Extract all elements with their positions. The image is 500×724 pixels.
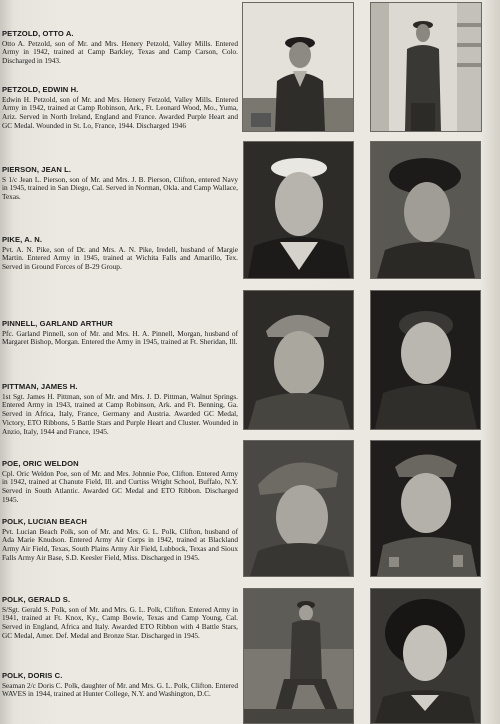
- entry-poe-oric: [2, 460, 238, 505]
- entry-polk-gerald: [2, 596, 238, 641]
- entry-pinnell-garland: [2, 320, 238, 347]
- entry-name: POLK, LUCIAN BEACH: [2, 517, 87, 526]
- entry-name: POE, ORIC WELDON: [2, 459, 79, 468]
- entry-bio: Cpl. Oric Weldon Poe, son of Mr. and Mrs. Johnnie Poe, Clifton. Entered Army in 1942, trained at Chanute Field, Ill. and Curtiss Wright School, Buffalo, N.Y. Served in South Atlantic. Awarded GC Medal and ETO Ribbon. Discharged 1945.: [2, 468, 238, 504]
- entry-pierson-jean: [2, 166, 238, 202]
- photo-oric-poe: [243, 440, 354, 577]
- entry-pittman-james: [2, 383, 238, 436]
- entry-bio: S/Sgt. Gerald S. Polk, son of Mr. and Mrs. G. L. Polk, Clifton. Entered Army in 1941, trained at Ft. Knox, Ky., Camp Bowie, Texas and Camp Young, Cal. Served in England, Africa and Italy. Awarded ETO Ribbon with 4 Battle Stars, GC Medal, Amer. Def. Medal and Bronze Star. Discharged in 1945.: [2, 604, 238, 640]
- entry-name: PIERSON, JEAN L.: [2, 165, 72, 174]
- photo-jean-pierson: [243, 141, 354, 279]
- entry-bio: Seaman 2/c Doris C. Polk, daughter of Mr. and Mrs. G. L. Polk, Clifton. Entered WAVES in 1944, trained at Hunter College, N.Y. and Washington, D.C.: [2, 680, 238, 699]
- entry-bio: Edwin H. Petzold, son of Mr. and Mrs. Henery Fetzold, Valley Mills. Entered Army in 1942, trained at Camp Robinson, Ark., Ft. Leonard Wood, Mo., Yuma, Ariz. Served in North Ireland, England and France. Awarded Purple Heart and GC Medal. Wounded in St. Lo, France, 1944. Discharged 1946: [2, 94, 238, 130]
- entry-petzold-otto: [2, 30, 238, 66]
- entry-bio: Pfc. Garland Pinnell, son of Mr. and Mrs. H. A. Pinnell, Morgan, husband of Margaret Bishop, Morgan. Entered the Army in 1945, trained at Ft. Sheridan, Ill.: [2, 328, 238, 347]
- photo-gerald-polk: [243, 588, 354, 724]
- photo-garland-pinnell: [243, 290, 354, 430]
- photo-an-pike: [370, 141, 481, 279]
- entry-name: PETZOLD, OTTO A.: [2, 29, 74, 38]
- entry-name: POLK, GERALD S.: [2, 595, 71, 604]
- entry-name: PINNELL, GARLAND ARTHUR: [2, 319, 113, 328]
- photo-lucian-polk: [370, 440, 481, 577]
- entry-pike-an: [2, 236, 238, 272]
- entry-name: PITTMAN, JAMES H.: [2, 382, 78, 391]
- photo-otto-petzold: [242, 2, 354, 132]
- photo-doris-polk: [370, 588, 481, 724]
- photo-james-pittman: [370, 290, 481, 430]
- entry-name: POLK, DORIS C.: [2, 671, 63, 680]
- entry-bio: 1st Sgt. James H. Pittman, son of Mr. and Mrs. J. D. Pittman, Walnut Springs. Entered Army in 1943, trained at Camp Robinson, Ark. and Ft. Benning, Ga. Served in Africa, Italy, France, Germany and Austria. Awarded GC Medal, Victory, ETO Ribbons, 5 Battle Stars and Purple Heart and Cluster. Wounded in Anzio, Italy, 1944 and France, 1945.: [2, 391, 238, 436]
- entry-name: PIKE, A. N.: [2, 235, 43, 244]
- entry-bio: Otto A. Petzold, son of Mr. and Mrs. Henery Petzold, Valley Mills. Entered Army in 1942, trained at Camp Barkley, Texas and Camp Carson, Colo. Discharged in 1943.: [2, 38, 238, 66]
- entry-bio: Pvt. Lucian Beach Polk, son of Mr. and Mrs. G. L. Polk, Clifton, husband of Ada Marie Knudson. Entered Army Air Corps in 1942, trained at Blackland Army Air Field, Texas, South Plains Army Air Field, Lubbock, Texas and Sioux Falls Army Air Base, S.D. Keesler Field, Miss. Discharged in 1945.: [2, 526, 238, 562]
- entry-bio: Pvt. A. N. Pike, son of Dr. and Mrs. A. N. Pike, Iredell, husband of Margie Martin. Entered Army in 1945, trained at Wichita Falls and Amarillo, Tex. Served in Ground Forces of B-29 Group.: [2, 244, 238, 272]
- entry-name: PETZOLD, EDWIN H.: [2, 85, 79, 94]
- entry-bio: S 1/c Jean L. Pierson, son of Mr. and Mrs. J. B. Pierson, Clifton, entered Navy in 1945, trained in San Diego, Cal. Served in Norman, Okla. and Camp Wallace, Texas.: [2, 174, 238, 202]
- entry-polk-doris: [2, 672, 238, 699]
- photo-edwin-petzold: [370, 2, 482, 132]
- entry-polk-lucian: [2, 518, 238, 563]
- entry-petzold-edwin: [2, 86, 238, 131]
